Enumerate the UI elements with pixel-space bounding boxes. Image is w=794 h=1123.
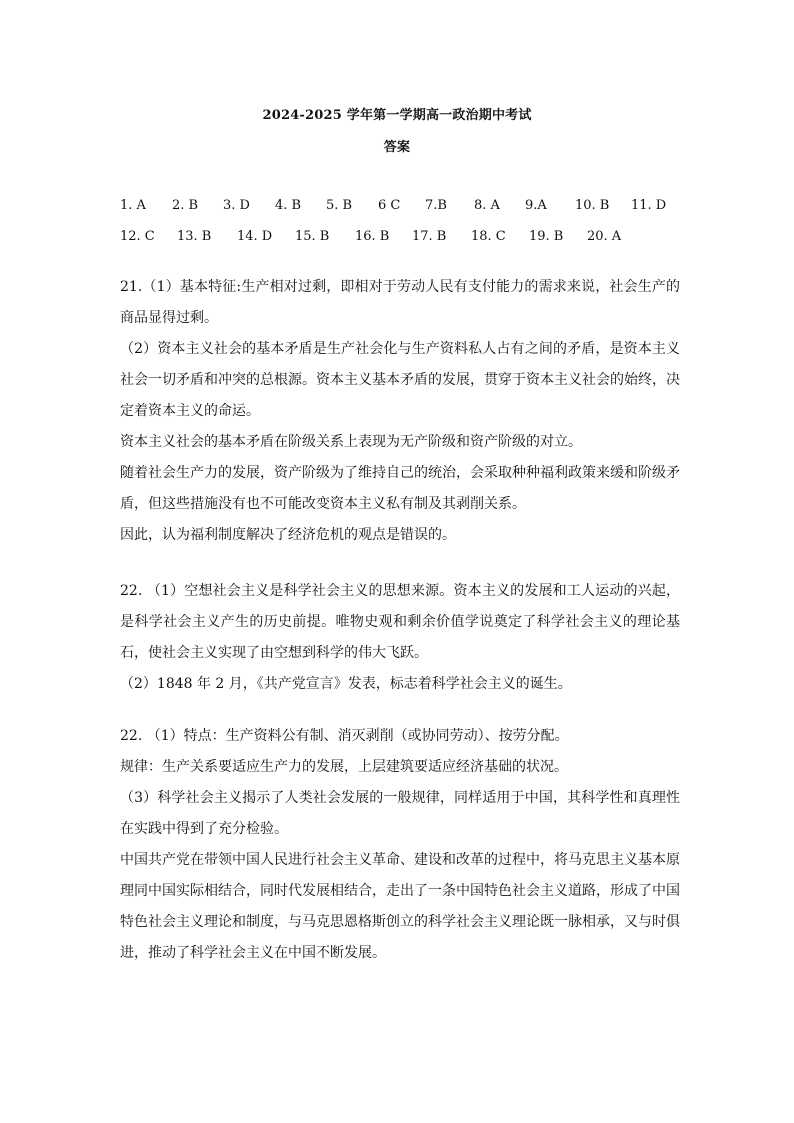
mc-answer: 2. B bbox=[172, 198, 199, 213]
answer-heading: 答案 bbox=[383, 140, 411, 155]
mc-answer: 16. B bbox=[355, 229, 390, 244]
q23-part3: （3）科学社会主义揭示了人类社会发展的一般规律，同样适用于中国，其科学性和真理性在实践中得到了充分检验。 bbox=[120, 790, 680, 837]
q21-part1: 21.（1）基本特征:生产相对过剩，即相对于劳动人民有支付能力的需求来说，社会生产的商品显得过剩。 bbox=[120, 279, 680, 326]
q22-part2: （2）1848 年 2 月，《共产党宣言》发表，标志着科学社会主义的诞生。 bbox=[120, 676, 572, 692]
q21-part2-line: 资本主义社会的基本矛盾在阶级关系上表现为无产阶级和资产阶级的对立。 bbox=[120, 434, 582, 450]
q21-conclusion: 因此，认为福利制度解决了经济危机的观点是错误的。 bbox=[120, 527, 456, 543]
mc-answer: 13. B bbox=[177, 229, 212, 244]
mc-answer: 8. A bbox=[474, 198, 500, 213]
q23-part1: 22. （1）特点：生产资料公有制、消灭剥削（或协同劳动）、按劳分配。 bbox=[120, 728, 569, 744]
mc-answer: 6 C bbox=[378, 198, 401, 213]
mc-answer: 7.B bbox=[425, 198, 447, 213]
question-23-answer bbox=[120, 721, 680, 969]
mc-answer: 18. C bbox=[471, 229, 506, 244]
mc-answer: 10. B bbox=[575, 198, 610, 213]
mc-answer: 19. B bbox=[529, 229, 564, 244]
mc-answer: 15. B bbox=[295, 229, 330, 244]
mc-answer: 5. B bbox=[326, 198, 353, 213]
question-21-answer bbox=[120, 272, 680, 551]
mc-answer: 1. A bbox=[120, 198, 146, 213]
q21-part2: （2）资本主义社会的基本矛盾是生产社会化与生产资料私人占有之间的矛盾，是资本主义社会一切矛盾和冲突的总根源。资本主义基本矛盾的发展，贯穿于资本主义社会的始终，决定着资本主义的命运。 bbox=[120, 341, 680, 419]
mc-answer: 17. B bbox=[412, 229, 447, 244]
mc-answer: 11. D bbox=[631, 198, 667, 213]
mc-answer: 9.A bbox=[525, 198, 547, 213]
q23-rule: 规律：生产关系要适应生产力的发展，上层建筑要适应经济基础的状况。 bbox=[120, 759, 568, 775]
q23-part3-line: 中国共产党在带领中国人民进行社会主义革命、建设和改革的过程中，将马克思主义基本原理同中国实际相结合，同时代发展相结合，走出了一条中国特色社会主义道路，形成了中国特色社会主义理论和制度，与马克思恩格斯创立的科学社会主义理论既一脉相承，又与时俱进，推动了科学社会主义在中国不断发展。 bbox=[120, 852, 680, 961]
mc-answer: 3. D bbox=[223, 198, 250, 213]
q22-part1: 22. （1）空想社会主义是科学社会主义的思想来源。资本主义的发展和工人运动的兴起，是科学社会主义产生的历史前提。唯物史观和剩余价值学说奠定了科学社会主义的理论基石，使社会主义实现了由空想到科学的伟大飞跃。 bbox=[120, 583, 680, 661]
mc-answer: 4. B bbox=[275, 198, 302, 213]
mc-answer: 12. C bbox=[120, 229, 155, 244]
question-22-answer bbox=[120, 576, 680, 700]
mc-answer: 14. D bbox=[237, 229, 273, 244]
q21-part2-line: 随着社会生产力的发展，资产阶级为了维持自己的统治，会采取种种福利政策来缓和阶级矛盾，但这些措施没有也不可能改变资本主义私有制及其剥削关系。 bbox=[120, 465, 680, 512]
mc-answer: 20. A bbox=[587, 229, 622, 244]
exam-title: 2024-2025 学年第一学期高一政治期中考试 bbox=[262, 108, 532, 123]
